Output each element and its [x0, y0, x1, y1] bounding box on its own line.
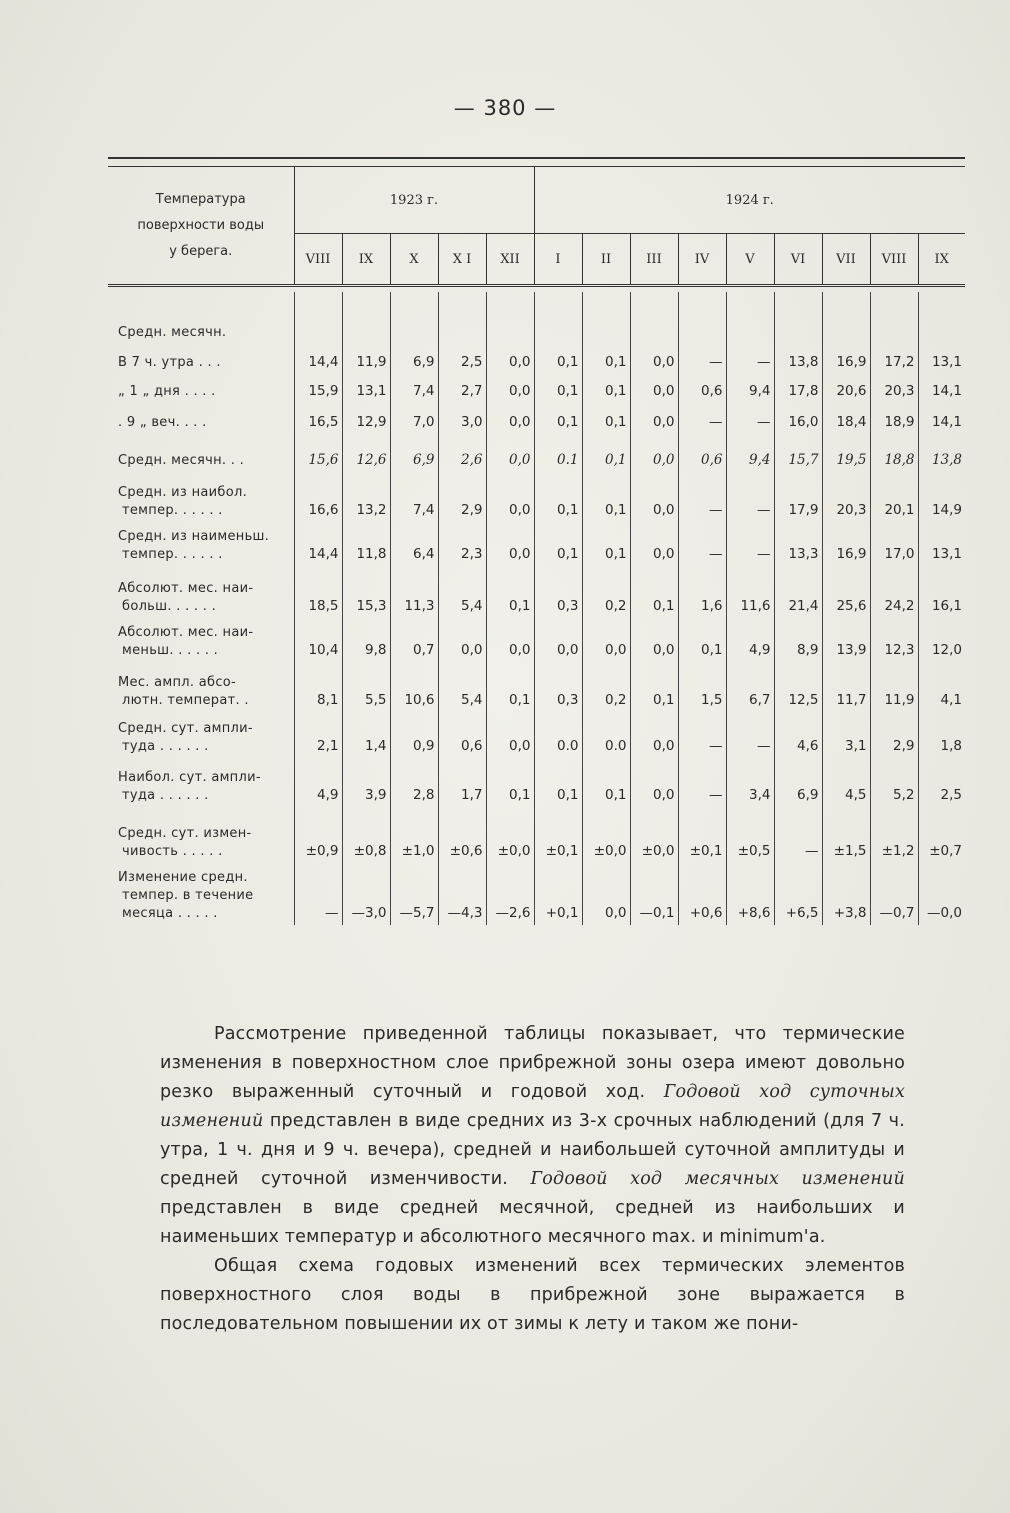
paragraph: [160, 1020, 905, 1252]
table-cell: 13,1: [342, 374, 390, 403]
row-label: [108, 403, 294, 434]
row-label-line: Средн. сут. измен-: [118, 826, 252, 841]
table-cell: 20,3: [822, 472, 870, 522]
table-cell: ±1,0: [390, 807, 438, 863]
row-label-line: Средн. из наибол.: [118, 485, 247, 500]
table-cell: 20,1: [870, 472, 918, 522]
table-row: [108, 807, 965, 863]
header-label-line: у берега.: [169, 243, 233, 259]
row-label-line: Средн. из наименьш.: [118, 529, 270, 544]
table-cell: ±0,1: [678, 807, 726, 863]
table-cell: —0,0: [918, 863, 965, 925]
table-row: [108, 863, 965, 925]
table-cell: ±0,0: [582, 807, 630, 863]
month-header: VIII: [294, 234, 342, 286]
table-cell: 10,6: [390, 662, 438, 712]
table-cell: 0,7: [390, 618, 438, 662]
table-cell: —2,6: [486, 863, 534, 925]
table-cell: 0,1: [630, 566, 678, 618]
table-cell: 17,0: [870, 522, 918, 566]
table-cell: 3,1: [822, 712, 870, 758]
table-cell: 5,4: [438, 662, 486, 712]
table-cell: ±1,2: [870, 807, 918, 863]
table-cell: —: [678, 403, 726, 434]
table-cell: 1,4: [342, 712, 390, 758]
row-label-line: туда . . . . . .: [122, 788, 209, 803]
table-row: [108, 403, 965, 434]
table-cell: 13,9: [822, 618, 870, 662]
table-cell: 0,1: [486, 662, 534, 712]
row-label-line: темпер. . . . . .: [122, 547, 223, 562]
table-cell: 2,6: [438, 434, 486, 472]
row-label: [108, 662, 294, 712]
table-cell: ±1,5: [822, 807, 870, 863]
text-run: Рассмотрение приведенной таблицы показывает, что термические изменения в поверхностном слое прибрежной зоны озера имеют довольно резко выраженный суточный и годовой ход.: [160, 1024, 905, 1102]
month-header: X I: [438, 234, 486, 286]
table-cell: 4,5: [822, 758, 870, 807]
table-cell: 16,9: [822, 344, 870, 374]
row-label: [108, 374, 294, 403]
table-cell: —: [294, 863, 342, 925]
temperature-table-wrapper: [108, 157, 965, 925]
table-cell: —: [678, 522, 726, 566]
table-cell: 13,8: [774, 344, 822, 374]
text-run: Общая схема годовых изменений всех термических элементов поверхностного слоя воды в прибрежной зоне выражается в последовательном повышении их от зимы к лету и таком же пони-: [160, 1256, 905, 1334]
table-cell: 11,9: [342, 344, 390, 374]
table-cell: 0,1: [582, 522, 630, 566]
table-cell: 11,3: [390, 566, 438, 618]
table-cell: 12,6: [342, 434, 390, 472]
table-row: [108, 344, 965, 374]
table-cell: 2,9: [438, 472, 486, 522]
table-cell: 15,7: [774, 434, 822, 472]
table-cell: 0,0: [630, 758, 678, 807]
table-row: [108, 374, 965, 403]
row-label: [108, 863, 294, 925]
table-cell: 14,4: [294, 344, 342, 374]
table-row: [108, 434, 965, 472]
table-cell: 1,7: [438, 758, 486, 807]
table-cell: 12,9: [342, 403, 390, 434]
table-cell: 6,4: [390, 522, 438, 566]
table-cell: 16,0: [774, 403, 822, 434]
row-label-line: больш. . . . . .: [122, 599, 217, 614]
table-cell: 0,0: [486, 522, 534, 566]
table-cell: 2,5: [438, 344, 486, 374]
table-cell: +0,1: [534, 863, 582, 925]
table-cell: 0,0: [486, 472, 534, 522]
row-label-line: Средн. месячн. . .: [118, 453, 245, 468]
table-cell: 0.0: [582, 712, 630, 758]
table-cell: 12,3: [870, 618, 918, 662]
table-cell: 20,3: [870, 374, 918, 403]
table-cell: 13,1: [918, 344, 965, 374]
table-cell: ±0,0: [486, 807, 534, 863]
table-cell: 0.1: [534, 434, 582, 472]
table-cell: 9,8: [342, 618, 390, 662]
month-header: VIII: [870, 234, 918, 286]
table-cell: —: [678, 344, 726, 374]
table-cell: 0,1: [486, 758, 534, 807]
table-cell: 0,0: [486, 344, 534, 374]
table-cell: —: [678, 472, 726, 522]
table-cell: 0,0: [630, 618, 678, 662]
table-cell: 11,6: [726, 566, 774, 618]
table-cell: 13,3: [774, 522, 822, 566]
row-label: [108, 618, 294, 662]
table-cell: 0,0: [630, 403, 678, 434]
row-label-line: Наибол. сут. ампли-: [118, 770, 261, 785]
table-cell: 18,4: [822, 403, 870, 434]
year-header-1923: 1923 г.: [294, 167, 534, 234]
table-cell: 7,0: [390, 403, 438, 434]
table-cell: 11,7: [822, 662, 870, 712]
row-label: [108, 566, 294, 618]
table-cell: 14,1: [918, 374, 965, 403]
text-run: представлен в виде средней месячной, средней из наибольших и наименьших температур и абсолютного месячного max. и minimum'a.: [160, 1198, 905, 1247]
month-header: VII: [822, 234, 870, 286]
row-label-line: „ 1 „ дня . . . .: [118, 384, 216, 399]
section-label: Средн. месячн.: [118, 325, 227, 340]
table-cell: ±0,7: [918, 807, 965, 863]
row-label: [108, 807, 294, 863]
row-label-line: Средн. сут. ампли-: [118, 721, 253, 736]
table-cell: —3,0: [342, 863, 390, 925]
month-header: IX: [918, 234, 965, 286]
table-cell: 6,9: [774, 758, 822, 807]
table-cell: 5,4: [438, 566, 486, 618]
month-header: VI: [774, 234, 822, 286]
temperature-table: [108, 157, 965, 925]
table-cell: 0,0: [630, 374, 678, 403]
table-cell: 15,9: [294, 374, 342, 403]
row-label-line: месяца . . . . .: [122, 906, 218, 921]
table-cell: 0,1: [534, 522, 582, 566]
row-label: [108, 522, 294, 566]
table-cell: 6,9: [390, 434, 438, 472]
table-cell: 24,2: [870, 566, 918, 618]
table-cell: 0,1: [582, 758, 630, 807]
table-cell: 13,8: [918, 434, 965, 472]
table-cell: ±0,6: [438, 807, 486, 863]
table-cell: 14,4: [294, 522, 342, 566]
table-body: [108, 292, 965, 925]
table-cell: 0,1: [582, 434, 630, 472]
table-cell: 0,9: [390, 712, 438, 758]
table-cell: 2,8: [390, 758, 438, 807]
row-label: [108, 344, 294, 374]
table-cell: 4,9: [726, 618, 774, 662]
table-cell: 17,9: [774, 472, 822, 522]
table-cell: 0,1: [582, 403, 630, 434]
table-row: [108, 758, 965, 807]
table-cell: —: [726, 522, 774, 566]
row-label-line: Абсолют. мес. наи-: [118, 625, 254, 640]
table-cell: 18,5: [294, 566, 342, 618]
table-cell: —: [678, 758, 726, 807]
table-cell: 0,0: [630, 522, 678, 566]
table-cell: 0,1: [534, 403, 582, 434]
row-label-line: лютн. температ. .: [122, 693, 249, 708]
table-cell: 0,0: [630, 472, 678, 522]
table-cell: 4,9: [294, 758, 342, 807]
table-cell: 0,0: [582, 618, 630, 662]
row-label-line: . 9 „ веч. . . .: [118, 415, 207, 430]
table-cell: 3,0: [438, 403, 486, 434]
table-cell: 25,6: [822, 566, 870, 618]
row-label: [108, 434, 294, 472]
table-cell: 0,6: [438, 712, 486, 758]
table-cell: 6,7: [726, 662, 774, 712]
month-header: IX: [342, 234, 390, 286]
table-cell: +6,5: [774, 863, 822, 925]
table-cell: 0,0: [534, 618, 582, 662]
table-cell: 2,1: [294, 712, 342, 758]
table-cell: 13,1: [918, 522, 965, 566]
table-cell: 0,1: [486, 566, 534, 618]
table-cell: 0,1: [534, 344, 582, 374]
header-label-line: Температура: [155, 191, 246, 207]
table-cell: 17,8: [774, 374, 822, 403]
row-label: [108, 472, 294, 522]
table-row: [108, 472, 965, 522]
text-run: представлен в виде средних из 3-х срочных наблюдений (для 7 ч. утра, 1 ч. дня и 9 ч. вечера), средней и наибольшей суточной амплитуды и средней суточной изменчивости.: [160, 1111, 905, 1189]
table-cell: 19,5: [822, 434, 870, 472]
table-cell: 10,4: [294, 618, 342, 662]
table-cell: 17,2: [870, 344, 918, 374]
table-cell: 16,6: [294, 472, 342, 522]
table-cell: ±0,8: [342, 807, 390, 863]
table-cell: —0,7: [870, 863, 918, 925]
table-cell: 0,1: [534, 758, 582, 807]
table-cell: 0,0: [486, 403, 534, 434]
table-cell: 21,4: [774, 566, 822, 618]
table-cell: 0,1: [534, 374, 582, 403]
table-cell: —: [726, 712, 774, 758]
table-cell: 18,8: [870, 434, 918, 472]
table-cell: 4,6: [774, 712, 822, 758]
italic-phrase: Годовой ход месячных изменений: [530, 1169, 905, 1189]
row-label-line: туда . . . . . .: [122, 739, 209, 754]
table-cell: 0,1: [582, 374, 630, 403]
table-cell: 0,0: [486, 712, 534, 758]
row-label-line: темпер. . . . . .: [122, 503, 223, 518]
table-cell: 14,9: [918, 472, 965, 522]
table-cell: ±0,0: [630, 807, 678, 863]
row-label-line: чивость . . . . .: [122, 844, 223, 859]
table-cell: 0,1: [630, 662, 678, 712]
table-cell: —: [726, 403, 774, 434]
table-row: [108, 662, 965, 712]
header-label-line: поверхности воды: [137, 217, 265, 233]
table-cell: 12,0: [918, 618, 965, 662]
table-cell: 8,9: [774, 618, 822, 662]
row-label-line: темпер. в течение: [122, 888, 254, 903]
table-cell: 6,9: [390, 344, 438, 374]
table-cell: 13,2: [342, 472, 390, 522]
paragraph: [160, 1252, 905, 1339]
table-cell: ±0,1: [534, 807, 582, 863]
table-cell: 18,9: [870, 403, 918, 434]
table-cell: —: [678, 712, 726, 758]
table-cell: —4,3: [438, 863, 486, 925]
table-row: [108, 522, 965, 566]
table-row: [108, 618, 965, 662]
table-cell: 20,6: [822, 374, 870, 403]
table-cell: 1,5: [678, 662, 726, 712]
table-cell: +3,8: [822, 863, 870, 925]
table-cell: 0,1: [534, 472, 582, 522]
table-cell: +0,6: [678, 863, 726, 925]
table-cell: 1,8: [918, 712, 965, 758]
table-cell: 1,6: [678, 566, 726, 618]
table-cell: 0,0: [630, 344, 678, 374]
header-label: [108, 167, 294, 286]
table-cell: 0,6: [678, 434, 726, 472]
month-header: IV: [678, 234, 726, 286]
table-cell: —: [726, 344, 774, 374]
table-cell: 0,1: [582, 472, 630, 522]
table-cell: 8,1: [294, 662, 342, 712]
month-header: XII: [486, 234, 534, 286]
table-cell: ±0,5: [726, 807, 774, 863]
table-cell: —5,7: [390, 863, 438, 925]
table-cell: 16,1: [918, 566, 965, 618]
row-label-line: меньш. . . . . .: [122, 643, 219, 658]
table-cell: 0,0: [486, 618, 534, 662]
table-cell: —: [726, 472, 774, 522]
table-cell: 0,0: [486, 434, 534, 472]
month-header: X: [390, 234, 438, 286]
table-cell: 0,3: [534, 662, 582, 712]
row-label-line: В 7 ч. утра . . .: [118, 355, 221, 370]
table-cell: 15,6: [294, 434, 342, 472]
row-label: [108, 712, 294, 758]
table-cell: +8,6: [726, 863, 774, 925]
body-text: [160, 1020, 905, 1339]
table-cell: 0,2: [582, 662, 630, 712]
table-cell: 9,4: [726, 374, 774, 403]
month-header: I: [534, 234, 582, 286]
table-cell: —0,1: [630, 863, 678, 925]
table-cell: 15,3: [342, 566, 390, 618]
table-cell: 3,9: [342, 758, 390, 807]
table-cell: 0,0: [582, 863, 630, 925]
page-number: — 380 —: [453, 96, 557, 120]
month-header: II: [582, 234, 630, 286]
table-cell: 2,5: [918, 758, 965, 807]
table-cell: 7,4: [390, 374, 438, 403]
table-cell: 5,5: [342, 662, 390, 712]
table-cell: 0,6: [678, 374, 726, 403]
row-label-line: Мес. ампл. абсо-: [118, 675, 237, 690]
row-label-line: Абсолют. мес. наи-: [118, 581, 254, 596]
table-cell: 0,0: [438, 618, 486, 662]
table-cell: 0,0: [486, 374, 534, 403]
table-cell: 2,9: [870, 712, 918, 758]
table-cell: 12,5: [774, 662, 822, 712]
table-top-rule: [108, 158, 965, 167]
row-label-line: Изменение средн.: [118, 870, 248, 885]
italic-phrase: Годовой ход суточных изменений: [160, 1082, 906, 1131]
table-cell: 11,9: [870, 662, 918, 712]
table-cell: ±0,9: [294, 807, 342, 863]
table-row: [108, 712, 965, 758]
table-cell: 0,1: [582, 344, 630, 374]
table-cell: 0,0: [630, 434, 678, 472]
table-cell: 0,0: [630, 712, 678, 758]
table-cell: 0,2: [582, 566, 630, 618]
table-cell: 16,5: [294, 403, 342, 434]
table-cell: 2,7: [438, 374, 486, 403]
table-cell: 9,4: [726, 434, 774, 472]
table-cell: 7,4: [390, 472, 438, 522]
year-header-1924: 1924 г.: [534, 167, 965, 234]
table-cell: 2,3: [438, 522, 486, 566]
table-cell: 0,3: [534, 566, 582, 618]
table-cell: —: [774, 807, 822, 863]
table-cell: 4,1: [918, 662, 965, 712]
table-cell: 0.0: [534, 712, 582, 758]
month-header: III: [630, 234, 678, 286]
table-cell: 3,4: [726, 758, 774, 807]
table-cell: 16,9: [822, 522, 870, 566]
row-label: [108, 758, 294, 807]
table-cell: 14,1: [918, 403, 965, 434]
table-row: [108, 566, 965, 618]
table-cell: 11,8: [342, 522, 390, 566]
table-cell: 0,1: [678, 618, 726, 662]
table-cell: 5,2: [870, 758, 918, 807]
month-header: V: [726, 234, 774, 286]
